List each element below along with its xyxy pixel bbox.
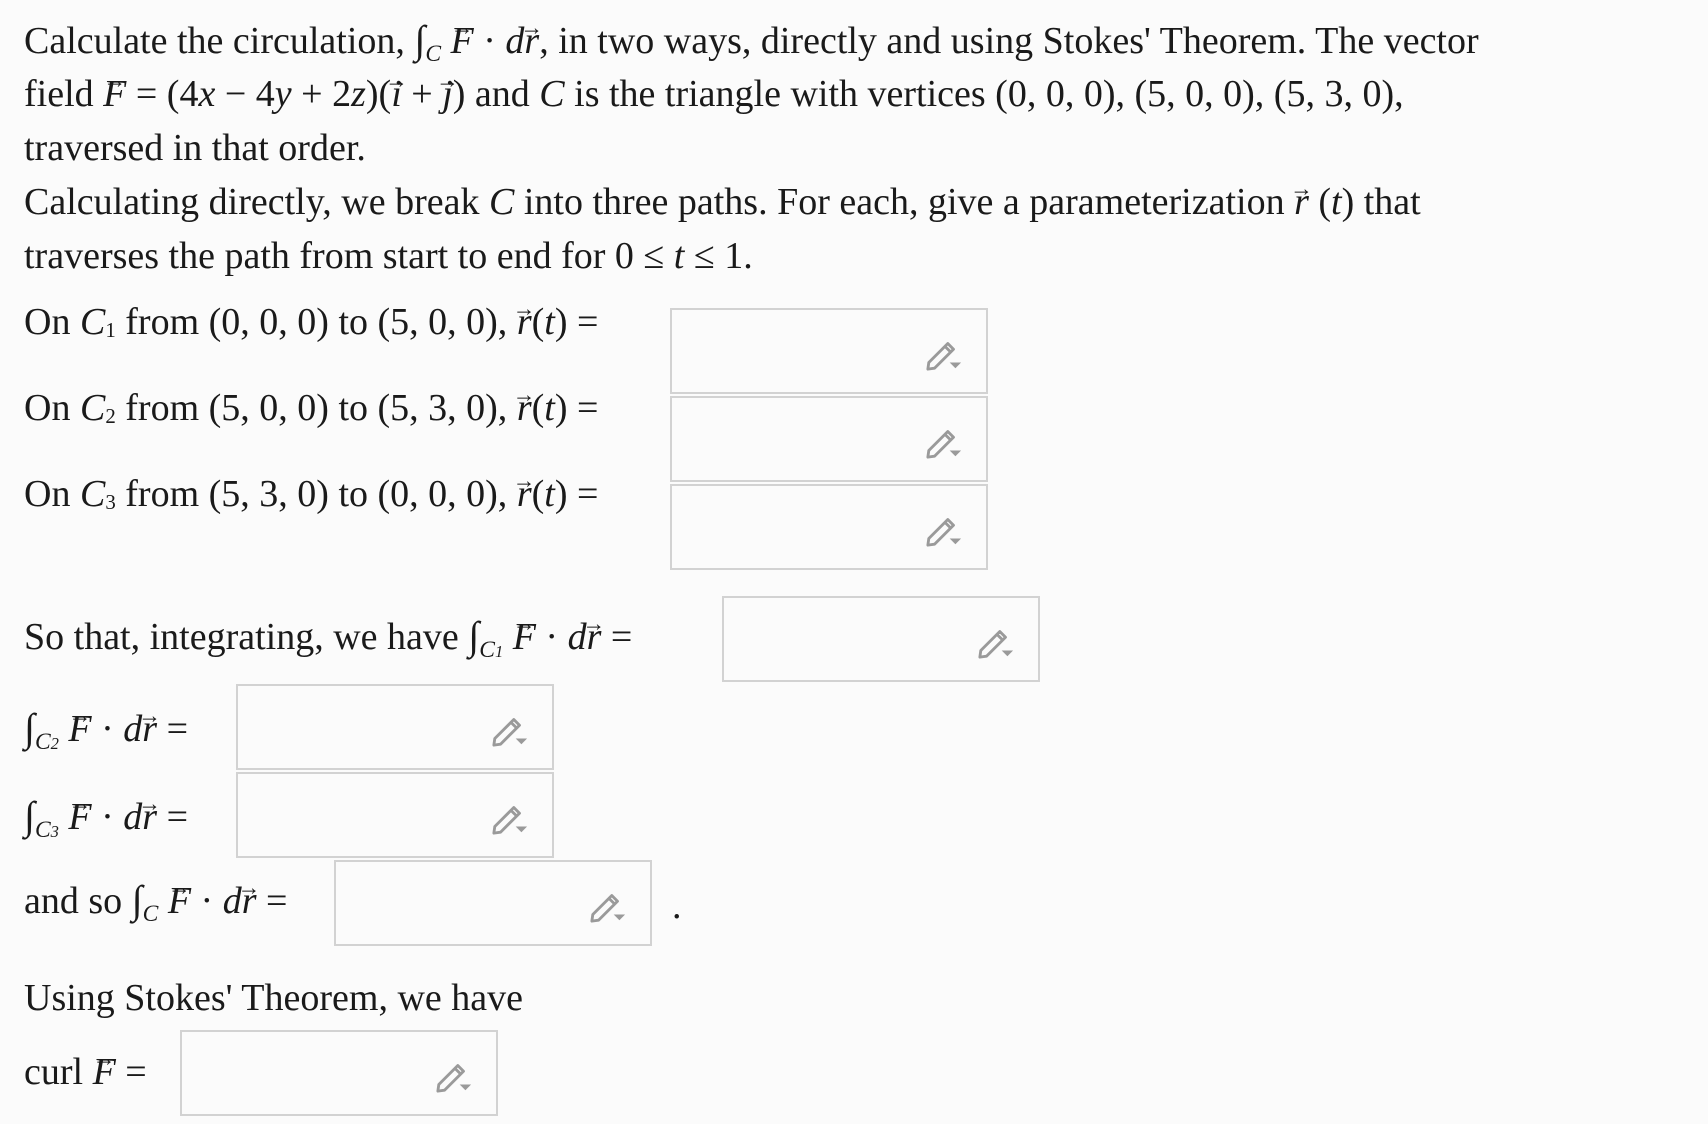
integral-c1-label: So that, integrating, we have $\int_{C1} \to F \cdot d\to r$ =: [24, 612, 632, 676]
problem-line-5: traverses the path from start to end for 0 ≤ t ≤ 1.: [24, 235, 753, 277]
integral-c1-input[interactable]: [722, 596, 1040, 682]
integral-c2-label: $\int_{C2} \to F \cdot d\to r$ =: [24, 704, 188, 768]
integral-c3-input[interactable]: [236, 772, 554, 858]
path-c3-label: On C3 from (5, 3, 0) to (0, 0, 0), → r(t) =: [24, 470, 598, 526]
integral-total-label: and so $\int_C \to F \cdot d\to r$ =: [24, 876, 287, 938]
pencil-icon[interactable]: [490, 798, 530, 836]
pencil-icon[interactable]: [976, 622, 1016, 660]
pencil-icon[interactable]: [924, 422, 964, 460]
integral-c3-label: $\int_{C3} \to F \cdot d\to r$ =: [24, 792, 188, 856]
pencil-icon[interactable]: [490, 710, 530, 748]
trailing-period: .: [672, 885, 682, 927]
integral-total-input[interactable]: [334, 860, 652, 946]
path-c1-label: On C1 from (0, 0, 0) to (5, 0, 0), → r(t) =: [24, 298, 598, 354]
pencil-icon[interactable]: [588, 886, 628, 924]
problem-line-1: Calculate the circulation, $\int_C \to F \cdot d\to r$, in two ways, directly and using Stokes' Theorem. The vector: [24, 16, 1479, 78]
problem-line-2: field → F = (4x − 4y + 2z)(→ i + → j) and C is the triangle with vertices (0, 0, 0), (5, 0, 0), (5, 3, 0),: [24, 70, 1404, 118]
curl-label: curl → F =: [24, 1048, 147, 1096]
pencil-icon[interactable]: [924, 334, 964, 372]
integral-c2-input[interactable]: [236, 684, 554, 770]
problem-line-4: Calculating directly, we break C into three paths. For each, give a parameterization → r (t) that: [24, 178, 1421, 226]
path-c2-input[interactable]: [670, 396, 988, 482]
path-c3-input[interactable]: [670, 484, 988, 570]
curl-input[interactable]: [180, 1030, 498, 1116]
path-c2-label: On C2 from (5, 0, 0) to (5, 3, 0), → r(t) =: [24, 384, 598, 440]
problem-line-3: traversed in that order.: [24, 127, 366, 169]
path-c1-input[interactable]: [670, 308, 988, 394]
stokes-heading: Using Stokes' Theorem, we have: [24, 977, 523, 1019]
pencil-icon[interactable]: [924, 510, 964, 548]
pencil-icon[interactable]: [434, 1056, 474, 1094]
